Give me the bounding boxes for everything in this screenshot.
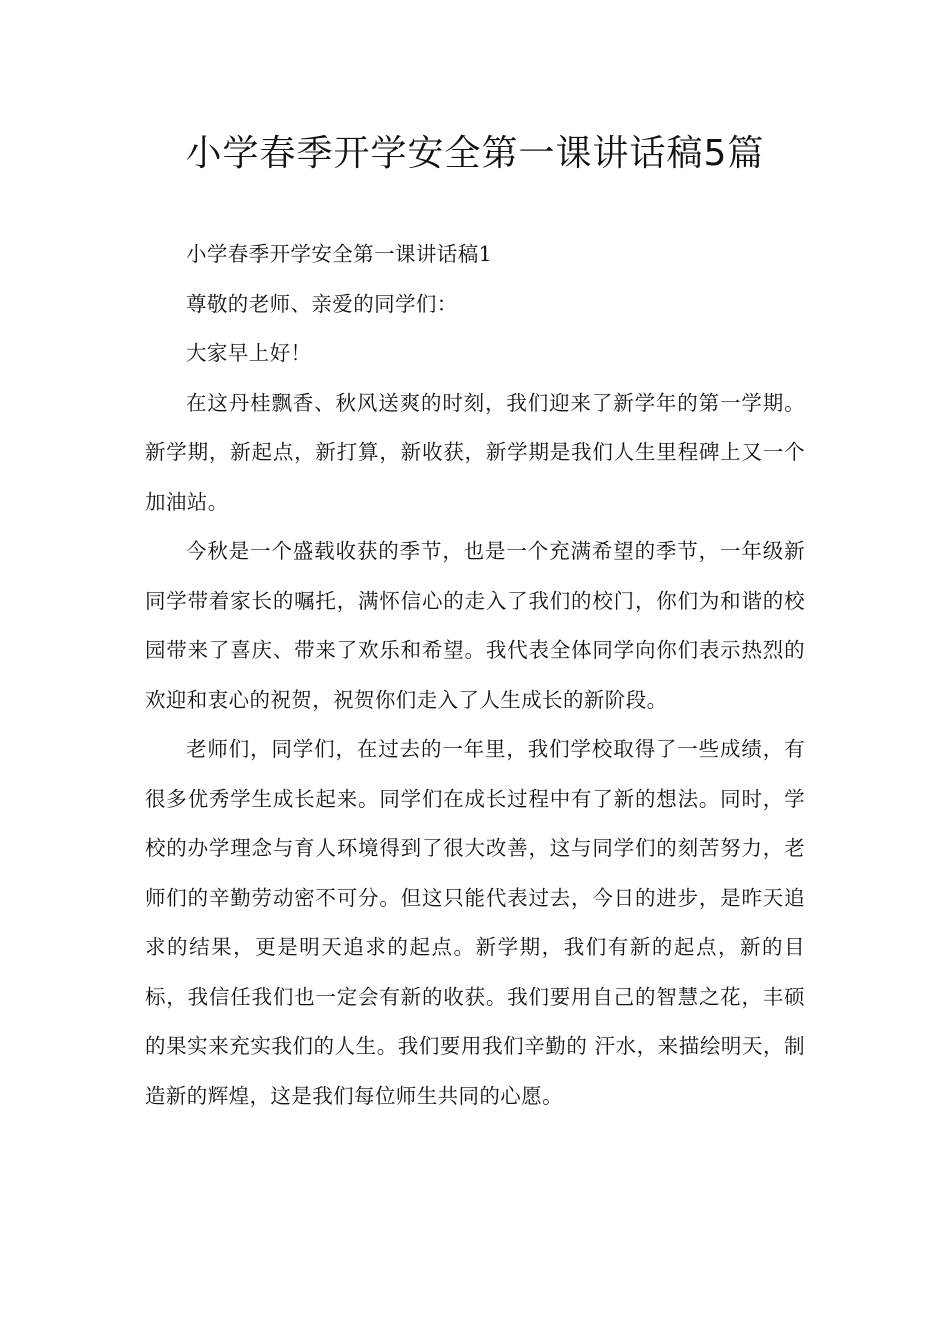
- paragraph-body-1: 在这丹桂飘香、秋风送爽的时刻，我们迎来了新学年的第一学期。新学期，新起点，新打算，新收获，新学期是我们人生里程碑上又一个加油站。: [145, 390, 805, 514]
- document-title: 小学春季开学安全第一课讲话稿5篇: [185, 133, 765, 174]
- document-body: [145, 230, 805, 1121]
- paragraph-body-3: 老师们，同学们，在过去的一年里，我们学校取得了一些成绩，有很多优秀学生成长起来。同学们在成长过程中有了新的想法。同时，学校的办学理念与育人环境得到了很大改善，这与同学们的刻苦努力，老师们的辛勤劳动密不可分。但这只能代表过去，今日的进步，是昨天追求的结果，更是明天追求的起点。新学期，我们有新的起点，新的目标，我信任我们也一定会有新的收获。我们要用自己的智慧之花，丰硕的果实来充实我们的人生。我们要用我们辛勤的 汗水，来描绘明天，制造新的辉煌，这是我们每位师生共同的心愿。: [145, 737, 805, 1108]
- paragraph-salutation: 尊敬的老师、亲爱的同学们：: [186, 291, 458, 316]
- paragraph-body-2: 今秋是一个盛载收获的季节，也是一个充满希望的季节，一年级新同学带着家长的嘱托，满怀信心的走入了我们的校门，你们为和谐的校园带来了喜庆、带来了欢乐和希望。我代表全体同学向你们表示热烈的欢迎和衷心的祝贺，祝贺你们走入了人生成长的新阶段。: [145, 539, 805, 712]
- paragraph-greeting: 大家早上好！: [186, 341, 312, 365]
- paragraph-heading: 小学春季开学安全第一课讲话稿1: [186, 242, 493, 266]
